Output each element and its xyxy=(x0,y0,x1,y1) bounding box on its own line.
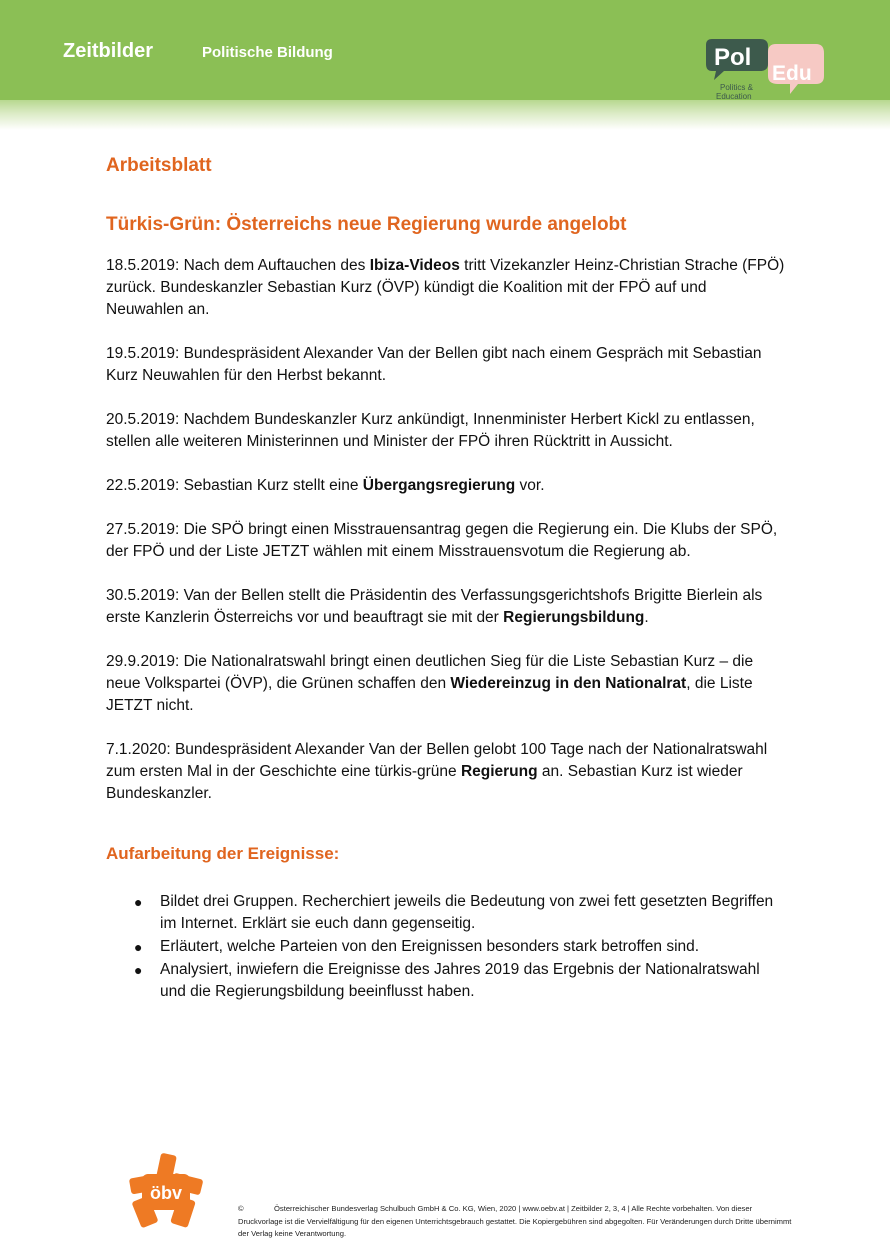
event-paragraph xyxy=(106,475,786,497)
copyright-symbol: © xyxy=(238,1204,244,1213)
task-item xyxy=(134,959,786,1003)
event-bold-term: Übergangsregierung xyxy=(362,477,516,494)
bullet-icon: ● xyxy=(134,894,143,910)
event-paragraph xyxy=(106,519,786,563)
task-list xyxy=(106,891,786,1003)
oebv-logo-text: öbv xyxy=(149,1183,183,1203)
event-text: vor. xyxy=(515,477,545,494)
event-text: tritt Vizekanzler Heinz-Christian Strache (FPÖ) zurück. Bundeskanzler Sebastian Kurz (ÖVP) kündigt die Koalition mit der FPÖ auf und Neuwahlen an. xyxy=(106,257,785,318)
event-text: 27.5.2019: Die SPÖ bringt einen Misstrauensantrag gegen die Regierung ein. Die Klubs der SPÖ, der FPÖ und der Liste JETZT wählen mit einem Misstrauensvotum die Regierung ab. xyxy=(106,521,778,560)
task-text: Analysiert, inwiefern die Ereignisse des Jahres 2019 das Ergebnis der Nationalratswahl und die Regierungsbildung beeinflusst haben. xyxy=(160,961,760,1000)
event-timeline xyxy=(106,255,786,805)
task-text: Erläutert, welche Parteien von den Ereignissen besonders stark betroffen sind. xyxy=(160,938,700,955)
main-content xyxy=(106,152,786,1004)
brand-subtitle: Politische Bildung xyxy=(202,44,333,61)
event-text: 22.5.2019: Sebastian Kurz stellt eine xyxy=(106,477,363,494)
footer-text: Österreichischer Bundesverlag Schulbuch GmbH & Co. KG, Wien, 2020 | www.oebv.at | Zeitbilder 2, 3, 4 | Alle Rechte vorbehalten. Von dieser Druckvorlage ist die Vervielfältigung für den eigenen Unterrichtsgebrauch gestattet. Die Kopiergebühren sind abgegolten. Für Veränderungen durch Dritte übernimmt der Verlag keine Verantwortung. xyxy=(238,1204,792,1238)
section-heading: Aufarbeitung der Ereignisse: xyxy=(106,844,340,863)
event-bold-term: Ibiza-Videos xyxy=(369,257,460,274)
event-bold-term: Regierung xyxy=(460,763,538,780)
event-paragraph xyxy=(106,739,786,805)
event-text: 29.9.2019: Die Nationalratswahl bringt einen deutlichen Sieg für die Liste Sebastian Kurz – die neue Volkspartei (ÖVP), die Grünen schaffen den xyxy=(106,653,754,692)
event-text: . xyxy=(644,609,649,626)
event-paragraph xyxy=(106,343,786,387)
event-text: 18.5.2019: Nach dem Auftauchen des xyxy=(106,257,370,274)
poledu-logo xyxy=(698,36,830,102)
event-text: 19.5.2019: Bundespräsident Alexander Van der Bellen gibt nach einem Gespräch mit Sebastian Kurz Neuwahlen für den Herbst bekannt. xyxy=(106,345,762,384)
event-paragraph xyxy=(106,585,786,629)
logo-tagline-2: Education xyxy=(716,92,752,101)
task-item xyxy=(134,936,786,958)
logo-word-edu: Edu xyxy=(772,62,812,85)
bullet-icon: ● xyxy=(134,962,143,978)
event-text: an. Sebastian Kurz ist wieder Bundeskanzler. xyxy=(106,763,743,802)
bullet-icon: ● xyxy=(134,939,143,955)
logo-tagline-1: Politics & xyxy=(720,83,753,92)
event-paragraph xyxy=(106,409,786,453)
event-bold-term: Wiedereinzug in den Nationalrat xyxy=(450,675,687,692)
worksheet-label: Arbeitsblatt xyxy=(106,155,212,176)
event-text: 30.5.2019: Van der Bellen stellt die Präsidentin des Verfassungsgerichtshofs Brigitte Bierlein als erste Kanzlerin Österreichs vor und beauftragt sie mit der xyxy=(106,587,763,626)
footer-copyright xyxy=(238,1203,798,1241)
logo-word-pol: Pol xyxy=(714,44,752,71)
event-bold-term: Regierungsbildung xyxy=(503,609,645,626)
oebv-logo xyxy=(128,1152,204,1228)
page-title: Türkis-Grün: Österreichs neue Regierung wurde angelobt xyxy=(106,214,627,235)
event-text: 20.5.2019: Nachdem Bundeskanzler Kurz ankündigt, Innenminister Herbert Kickl zu entlassen, stellen alle weiteren Ministerinnen und Minister der FPÖ ihren Rücktritt in Aussicht. xyxy=(106,411,755,450)
header-fade xyxy=(0,100,890,130)
event-text: , die Liste JETZT nicht. xyxy=(106,675,753,714)
event-paragraph xyxy=(106,255,786,321)
task-text: Bildet drei Gruppen. Recherchiert jeweils die Bedeutung von zwei fett gesetzten Begriffen im Internet. Erklärt sie euch dann gegenseitig. xyxy=(160,893,774,932)
event-paragraph xyxy=(106,651,786,717)
event-text: 7.1.2020: Bundespräsident Alexander Van der Bellen gelobt 100 Tage nach der Nationalratswahl zum ersten Mal in der Geschichte eine türkis-grüne xyxy=(106,741,768,780)
task-item xyxy=(134,891,786,935)
brand-title: Zeitbilder xyxy=(63,40,154,62)
